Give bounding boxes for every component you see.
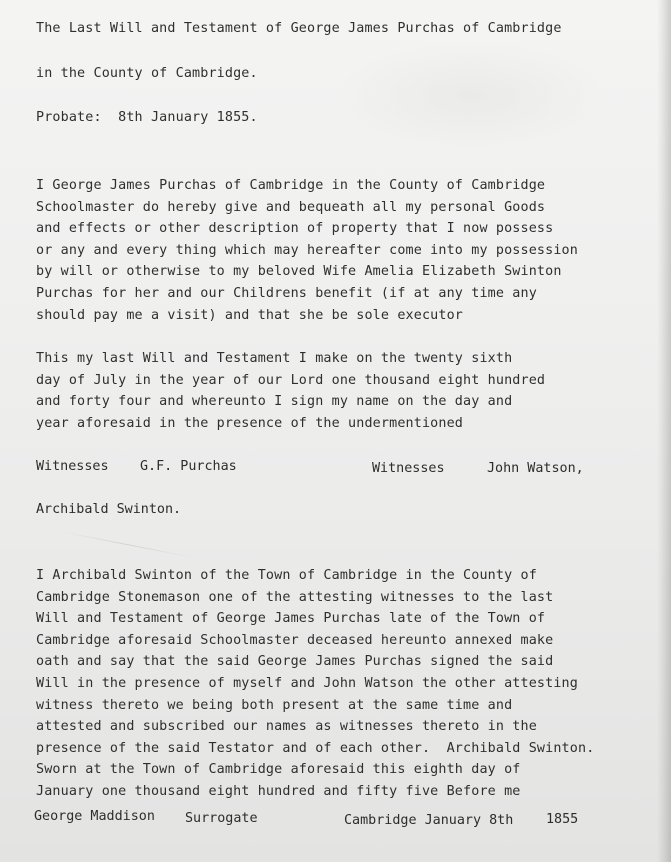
text-line: Will and Testament of George James Purchas late of the Town of bbox=[36, 611, 546, 627]
text-line: by will or otherwise to my beloved Wife Amelia Elizabeth Swinton bbox=[36, 264, 562, 280]
text-line: witness thereto we being both present at the same time and bbox=[36, 697, 513, 713]
text-line: and effects or other description of property that I now possess bbox=[36, 221, 554, 237]
text-line: Cambridge Stonemason one of the attesting witnesses to the last bbox=[36, 589, 554, 605]
witness-name-left: G.F. Purchas bbox=[140, 459, 237, 474]
affidavit-paragraph bbox=[36, 565, 594, 803]
paper-crease bbox=[60, 531, 198, 559]
text-line: Purchas for her and our Childrens benefit (if at any time any bbox=[36, 285, 537, 301]
date-year: 1855 bbox=[546, 812, 579, 827]
text-line: oath and say that the said George James Purchas signed the said bbox=[36, 654, 554, 670]
page-edge-shadow bbox=[657, 0, 671, 862]
text-line: Schoolmaster do hereby give and bequeath all my personal Goods bbox=[36, 199, 546, 215]
probate-line: Probate: 8th January 1855. bbox=[36, 110, 258, 125]
surrogate-role: Surrogate bbox=[185, 811, 258, 826]
witness-label-left: Witnesses bbox=[36, 459, 109, 474]
text-line: presence of the said Testator and of each other. Archibald Swinton. bbox=[36, 740, 595, 756]
paper-bleed-through bbox=[331, 40, 611, 150]
text-line: and forty four and whereunto I sign my name on the day and bbox=[36, 394, 513, 410]
text-line: Cambridge aforesaid Schoolmaster deceased hereunto annexed make bbox=[36, 632, 554, 648]
witness-name-third: Archibald Swinton. bbox=[36, 502, 182, 517]
witness-name-right: John Watson, bbox=[487, 461, 584, 476]
text-line: Will in the presence of myself and John Watson the other attesting bbox=[36, 675, 578, 691]
witness-label-right: Witnesses bbox=[372, 461, 445, 476]
surrogate-name: George Maddison bbox=[34, 809, 155, 824]
text-line: I George James Purchas of Cambridge in the County of Cambridge bbox=[36, 178, 546, 193]
place-date: Cambridge January 8th bbox=[344, 813, 514, 828]
signing-paragraph bbox=[36, 348, 545, 434]
will-paragraph bbox=[36, 175, 578, 326]
text-line: January one thousand eight hundred and fifty five Before me bbox=[36, 783, 521, 799]
text-line: should pay me a visit) and that she be sole executor bbox=[36, 307, 464, 323]
text-line: attested and subscribed our names as witnesses thereto in the bbox=[36, 719, 537, 735]
text-line: or any and every thing which may hereafter come into my possession bbox=[36, 242, 578, 258]
text-line: I Archibald Swinton of the Town of Cambridge in the County of bbox=[36, 568, 537, 583]
text-line: This my last Will and Testament I make on the twenty sixth bbox=[36, 351, 513, 366]
text-line: Sworn at the Town of Cambridge aforesaid this eighth day of bbox=[36, 762, 521, 778]
text-line: day of July in the year of our Lord one thousand eight hundred bbox=[36, 372, 546, 388]
document-title-line-2: in the County of Cambridge. bbox=[36, 66, 258, 81]
document-title-line-1: The Last Will and Testament of George James Purchas of Cambridge bbox=[36, 21, 562, 36]
text-line: year aforesaid in the presence of the undermentioned bbox=[36, 415, 464, 431]
